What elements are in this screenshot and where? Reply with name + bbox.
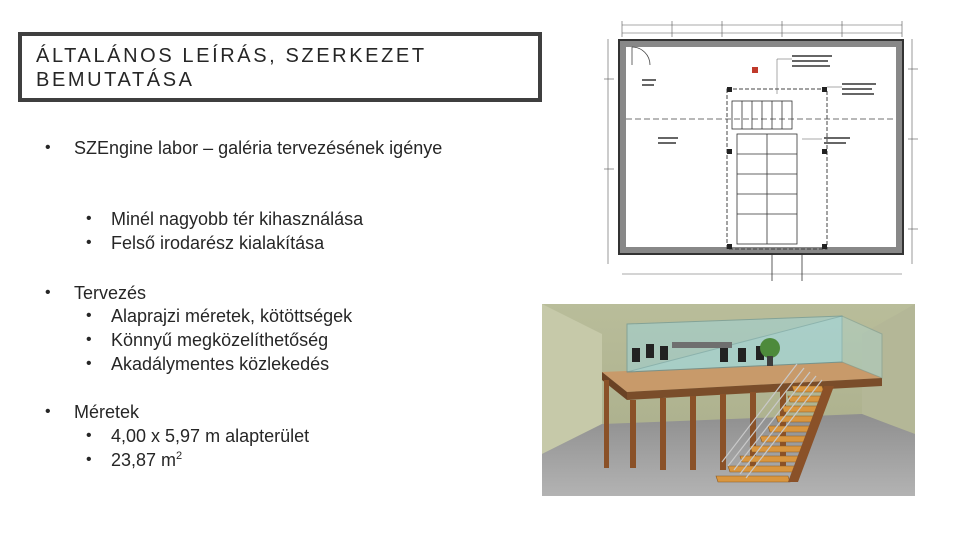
bullet-dot: • (86, 234, 92, 251)
bullet-3-sub-2 (111, 449, 182, 471)
bullet-2-sub-3: Akadálymentes közlekedés (111, 354, 330, 374)
title-box (18, 32, 542, 102)
area-exponent: 2 (176, 450, 183, 462)
bullet-dot: • (86, 307, 92, 324)
bullet-1-text: SZEngine labor – galéria tervezésének igénye (74, 138, 443, 158)
bullet-dot: • (45, 284, 51, 301)
bullet-dot: • (45, 139, 51, 156)
bullet-dot: • (86, 427, 92, 444)
bullet-2-sub-1: Alaprajzi méretek, kötöttségek (111, 306, 353, 326)
bullet-1-sub-1: Minél nagyobb tér kihasználása (111, 209, 364, 229)
bullet-dot: • (86, 331, 92, 348)
bullet-dot: • (86, 451, 92, 468)
floor-plan-drawing (602, 19, 920, 284)
bullet-3-sub-1: 4,00 x 5,97 m alapterület (111, 426, 310, 446)
bullet-dot: • (45, 403, 51, 420)
bullet-2-text: Tervezés (74, 283, 147, 303)
area-value: 23,87 m (111, 450, 177, 470)
bullet-dot: • (86, 210, 92, 227)
bullet-1-sub-2: Felső irodarész kialakítása (111, 233, 325, 253)
bullet-dot: • (86, 355, 92, 372)
gallery-3d-render (542, 304, 915, 496)
bullet-2-sub-2: Könnyű megközelíthetőség (111, 330, 329, 350)
slide-title: ÁLTALÁNOS LEÍRÁS, SZERKEZET BEMUTATÁSA (36, 45, 427, 91)
bullet-3-text: Méretek (74, 402, 140, 422)
